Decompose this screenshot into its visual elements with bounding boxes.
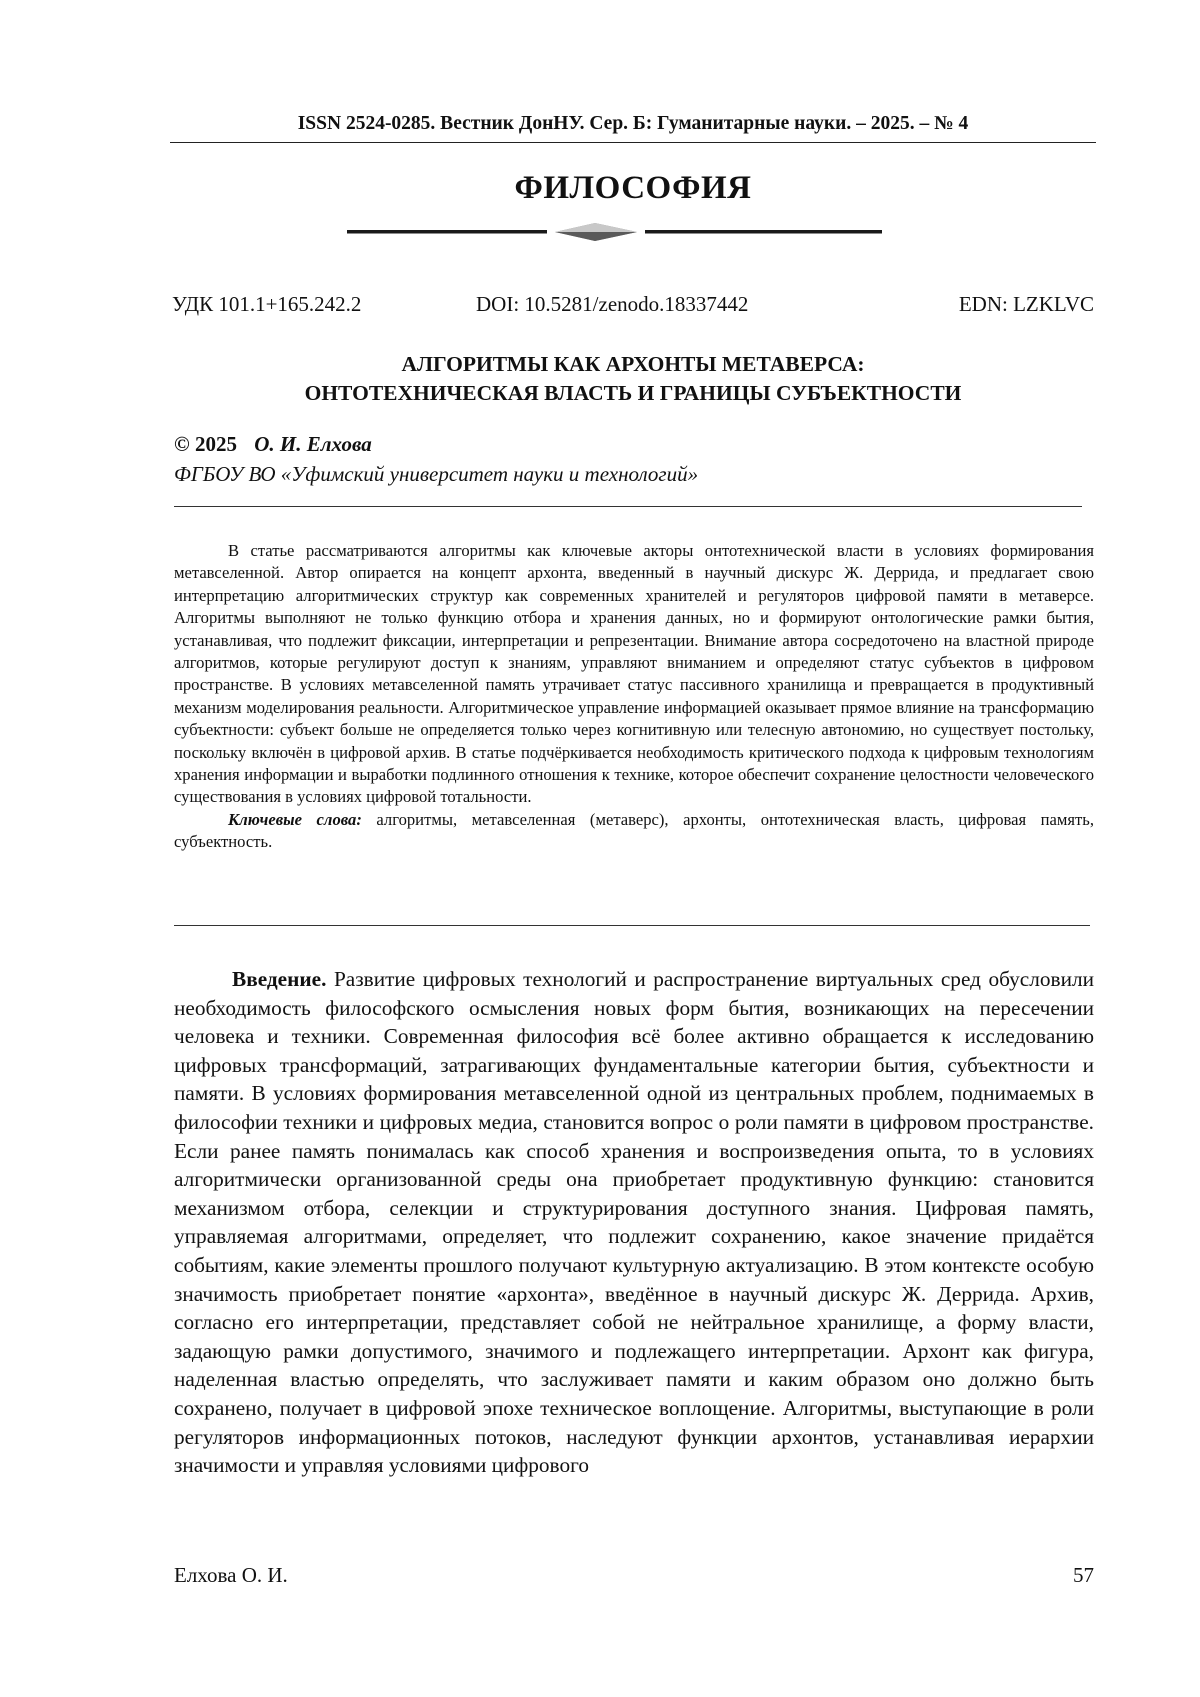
keywords-list: алгоритмы, метавселенная (метаверс), архонты, онтотехническая власть, цифровая память, субъектность. bbox=[174, 809, 1094, 852]
body-text bbox=[174, 965, 1094, 1480]
article-title bbox=[170, 350, 1096, 408]
author-affiliation: ФГБОУ ВО «Уфимский университет науки и технологий» bbox=[174, 462, 699, 486]
page-number: 57 bbox=[1073, 1563, 1094, 1587]
author-name: О. И. Елхова bbox=[254, 432, 372, 456]
introduction-paragraph bbox=[174, 965, 1094, 1480]
abstract-text: В статье рассматриваются алгоритмы как ключевые акторы онтотехнической власти в условиях формирования метавселенной. Автор опирается на концепт архонта, введенный в научный дискурс Ж. Деррида, и предлагает свою интерпретацию алгоритмических структур как современных хранителей и регуляторов цифровой памяти в метаверсе. Алгоритмы выполняют не только функцию отбора и хранения данных, но и формируют онтологические рамки бытия, устанавливая, что подлежит фиксации, интерпретации и репрезентации. Внимание автора сосредоточено на властной природе алгоритмов, которые регулируют доступ к знаниям, управляют вниманием и определяют статус субъектов в цифровом пространстве. В условиях метавселенной память утрачивает статус пассивного хранилища и превращается в продуктивный механизм моделирования реальности. Алгоритмическое управление информацией оказывает прямое влияние на трансформацию субъектности: субъект больше не определяется только через когнитивную или телесную автономию, но существует постольку, поскольку включён в цифровой архив. В статье подчёркивается необходимость критического подхода к цифровым технологиям хранения информации и выработки подлинного отношения к технике, которое обеспечит сохранение целостности человеческого существования в условиях цифровой тотальности. bbox=[174, 541, 1094, 807]
journal-header: ISSN 2524-0285. Вестник ДонНУ. Сер. Б: Гуманитарные науки. – 2025. – № 4 bbox=[297, 113, 969, 134]
abstract-top-rule bbox=[174, 506, 1082, 507]
article-title-line-2: ОНТОТЕХНИЧЕСКАЯ ВЛАСТЬ И ГРАНИЦЫ СУБЪЕКТНОСТИ bbox=[304, 381, 962, 405]
footer-author: Елхова О. И. bbox=[174, 1563, 288, 1587]
keywords-label: Ключевые слова: bbox=[228, 809, 362, 829]
abstract-bottom-rule bbox=[174, 925, 1090, 926]
section-ornament bbox=[347, 220, 882, 244]
copyright: © 2025 bbox=[174, 432, 237, 456]
header-rule bbox=[170, 142, 1096, 143]
author-line bbox=[174, 432, 372, 457]
keywords bbox=[174, 809, 1094, 854]
abstract bbox=[174, 540, 1094, 854]
introduction-heading: Введение. bbox=[232, 967, 327, 991]
article-title-line-1: АЛГОРИТМЫ КАК АРХОНТЫ МЕТАВЕРСА: bbox=[401, 352, 865, 376]
doi-link[interactable]: DOI: 10.5281/zenodo.18337442 bbox=[476, 292, 749, 316]
edn-code: EDN: LZKLVC bbox=[958, 292, 1094, 316]
introduction-text: Развитие цифровых технологий и распространение виртуальных сред обусловили необходимость философского осмысления новых форм бытия, возникающих на пересечении человека и техники. Современная философия всё более активно обращается к исследованию цифровых трансформаций, затрагивающих фундаментальные категории бытия, субъектности и памяти. В условиях формирования метавселенной одной из центральных проблем, поднимаемых в философии техники и цифровых медиа, становится вопрос о роли памяти в цифровом пространстве. Если ранее память понималась как способ хранения и воспроизведения опыта, то в условиях алгоритмически организованной среды она приобретает продуктивную функцию: становится механизмом отбора, селекции и структурирования доступного знания. Цифровая память, управляемая алгоритмами, определяет, что подлежит сохранению, какое значение придаётся событиям, какие элементы прошлого получают культурную актуализацию. В этом контексте особую значимость приобретает понятие «архонта», введённое в научный дискурс Ж. Деррида. Архив, согласно его интерпретации, представляет собой не нейтральное хранилище, а форму власти, задающую рамки допустимого, значимого и подлежащего интерпретации. Архонт как фигура, наделенная властью определять, что заслуживает памяти и каким образом оно должно быть сохранено, получает в цифровой эпохе техническое воплощение. Алгоритмы, выступающие в роли регуляторов информационных потоков, наследуют функции архонтов, устанавливая иерархии значимости и управляя условиями цифрового bbox=[174, 967, 1094, 1478]
identifiers-row bbox=[172, 292, 1094, 320]
udk-code: УДК 101.1+165.242.2 bbox=[172, 292, 362, 316]
section-title: ФИЛОСОФИЯ bbox=[514, 170, 752, 206]
